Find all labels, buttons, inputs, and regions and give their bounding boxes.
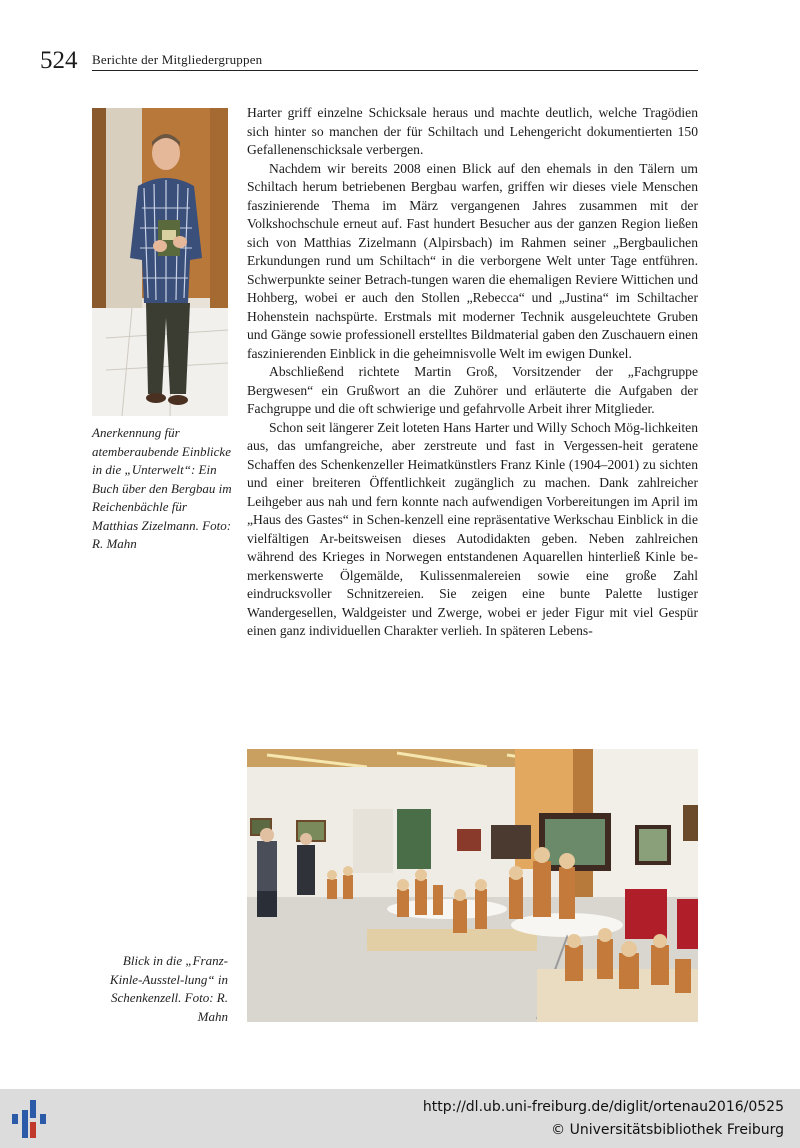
paragraph: Nachdem wir bereits 2008 einen Blick auf den ehemals in den Tälern um Schiltach herum betriebenen Bergbau warfen, griffen wir dieses viele Menschen faszinierende Thema im März vergangenen Jahres zusammen mit der Volkshochschule erneut auf. Fast hundert Besucher aus der ganzen Region ließen sich von Matthias Zizelmann (Alpirsbach) im Rahmen seiner „Bergbaulichen Erkundungen rund um Schiltach“ in die verborgene Welt unter Tage entführen. Schwerpunkte seiner Betrach-tungen waren die ehemaligen Reviere Wittichen und Hohberg, wobei er auch den Stollen „Rebecca“ und „Justina“ im Schiltacher Hohenstein nachspürte. Erstmals mit moderner Technik ausgeleuchtete Gruben und Gänge sowie professionell erstelltes Bildmaterial gaben den Zuschauern einen faszinierenden Einblick in die geheimnisvolle Welt im ewigen Dunkel. [247,160,698,361]
page-number: 524 [40,47,78,74]
paragraph: Harter griff einzelne Schicksale heraus und machte deutlich, welche Tragödien sich hinter so manchen der für Schiltach und Lehengericht dokumentierten 150 Gefallenenschicksale verbergen. [247,105,698,157]
running-head: Berichte der Mitgliedergruppen [92,52,263,67]
portrait-caption: Anerkennung für atemberaubende Einblicke in die „Unterwelt“: Ein Buch über den Bergbau im Reichenbächle für Matthias Zizelmann. Foto: R. Mahn [92,425,232,551]
footer-url-link[interactable]: http://dl.ub.uni-freiburg.de/diglit/ortenau2016/0525 [422,1099,784,1115]
paragraph: Schon seit längerer Zeit loteten Hans Harter und Willy Schoch Mög-lichkeiten aus, das umfangreiche, aber zerstreute und fast in Vergessen-heit geratene Schaffen des Schenkenzeller Heimatkünstlers Franz Kinle (1904–2001) zu sichten und einer breiteren Öffentlichkeit zugänglich zu machen. Dank zahlreicher Leihgeber aus nah und fern konnte nach aufwendigen Vorbereitungen im April im „Haus des Gastes“ in Schen-kenzell eine repräsentative Werkschau Einblick in die vielfältigen Ar-beitsweisen dieses Autodidakten geben. Neben zahlreichen während des Krieges in Norwegen entstandenen Aquarellen hinterließ Kinle be-merkenswerte Ölgemälde, Kulissenmalereien sowie eine große Zahl eindrucksvoller Schnitzereien. Sie zeigen eine bunte Palette lustiger Wandergesellen, Waldgeister und Zwerge, wobei er jeder Figur mit viel Gespür einen ganz individuellen Charakter verlieh. In späteren Lebens- [247,419,698,638]
header-rule [92,70,698,71]
footer-bar [0,1089,800,1148]
paragraph: Abschließend richtete Martin Groß, Vorsitzender der „Fachgruppe Bergwesen“ ein Grußwort an die Zuhörer und erläuterte die Aufgaben der Fachgruppe und die oft schwierige und gefahrvolle Arbeit ihrer Mitglieder. [247,364,698,416]
article-body [247,104,698,641]
footer-copyright: © Universitätsbibliothek Freiburg [551,1122,784,1138]
exhibition-photo [247,749,698,1022]
exhibition-caption: Blick in die „Franz-Kinle-Ausstel-lung“ in Schenkenzell. Foto: R. Mahn [109,953,228,1024]
portrait-photo [92,108,228,416]
ub-freiburg-logo-icon [12,1100,52,1138]
